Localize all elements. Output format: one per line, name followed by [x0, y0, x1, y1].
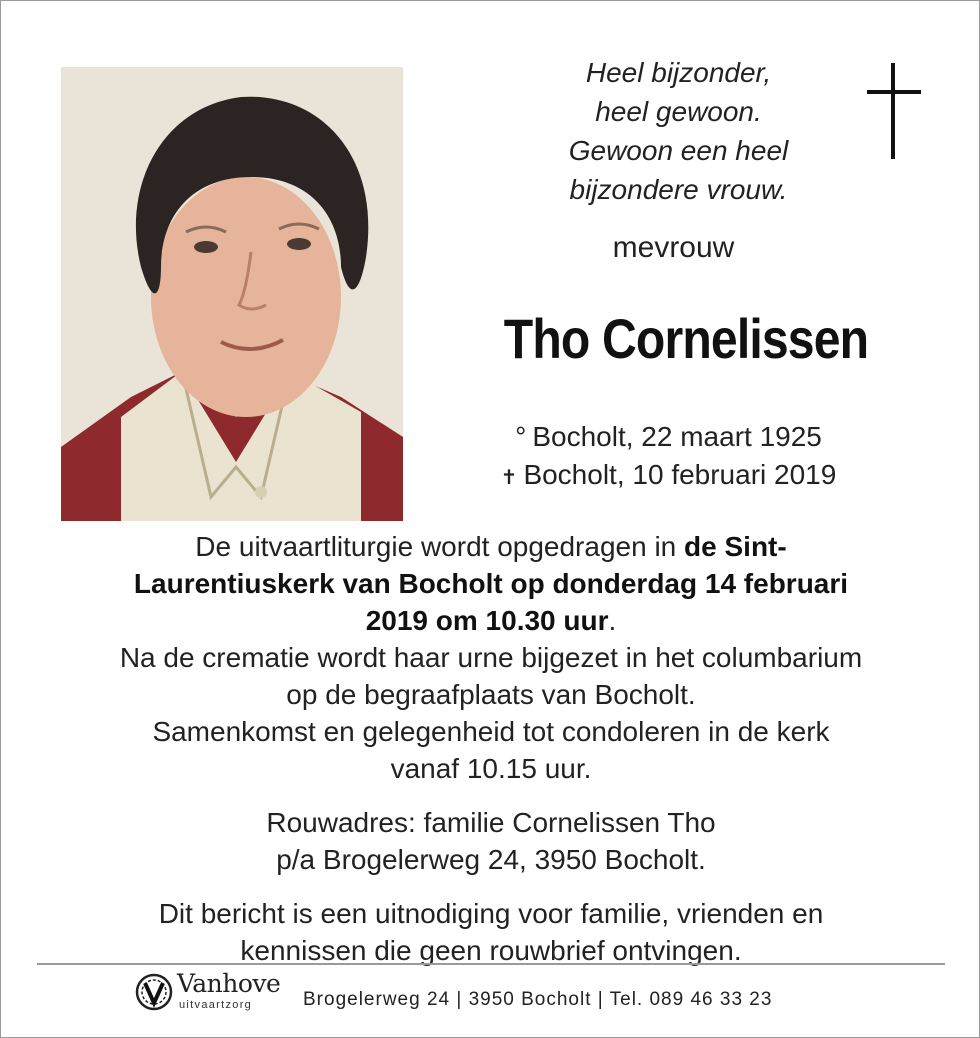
cremation-line: Na de crematie wordt haar urne bijgezet in het columbarium [119, 642, 863, 673]
liturgy-line [31, 528, 951, 565]
liturgy-intro: De uitvaartliturgie wordt opgedragen in [195, 531, 685, 562]
footer-brand: Vanhove [177, 969, 281, 998]
death-symbol: ✝ [500, 467, 518, 489]
deceased-name: Tho Cornelissen [503, 307, 869, 370]
footer-brand-sub: uitvaartzorg [179, 999, 253, 1011]
address-line: Rouwadres: familie Cornelissen Tho [266, 807, 716, 838]
liturgy-period: . [608, 605, 617, 636]
poem-line: Heel bijzonder, [585, 57, 772, 88]
liturgy-church-date: Laurentiuskerk van Bocholt op donderdag 14 februari [133, 568, 849, 599]
poem-line: heel gewoon. [595, 96, 762, 127]
latin-cross-icon [865, 63, 923, 166]
gathering-line: Samenkomst en gelegenheid tot condoleren in de kerk [152, 716, 830, 747]
invitation-line: Dit bericht is een uitnodiging voor familie, vrienden en [158, 898, 824, 929]
liturgy-time: 2019 om 10.30 uur [365, 605, 609, 636]
death-line [451, 456, 886, 497]
honorific: mevrouw [612, 231, 735, 264]
liturgy-church-start: de Sint- [684, 531, 787, 562]
poem-line: Gewoon een heel [568, 135, 789, 166]
liturgy-line [31, 602, 951, 639]
notice-body [31, 528, 951, 969]
footer-contact: Brogelerweg 24 | 3950 Bocholt | Tel. 089 46 33 23 [303, 989, 773, 1010]
life-dates [451, 418, 886, 497]
vanhove-logo-icon [133, 971, 175, 1018]
invitation-line: kennissen die geen rouwbrief ontvingen. [240, 935, 742, 966]
poem [471, 53, 886, 209]
cremation-line: op de begraafplaats van Bocholt. [286, 679, 696, 710]
portrait-photo [61, 67, 403, 521]
liturgy-line [31, 565, 951, 602]
birth-symbol: ° [515, 421, 527, 452]
death-text: Bocholt, 10 februari 2019 [523, 459, 837, 490]
address-line: p/a Brogelerweg 24, 3950 Bocholt. [276, 844, 706, 875]
birth-text: Bocholt, 22 maart 1925 [532, 421, 822, 452]
gathering-line: vanaf 10.15 uur. [390, 753, 592, 784]
poem-line: bijzondere vrouw. [569, 174, 788, 205]
birth-line [451, 418, 886, 456]
footer-divider [37, 963, 945, 965]
